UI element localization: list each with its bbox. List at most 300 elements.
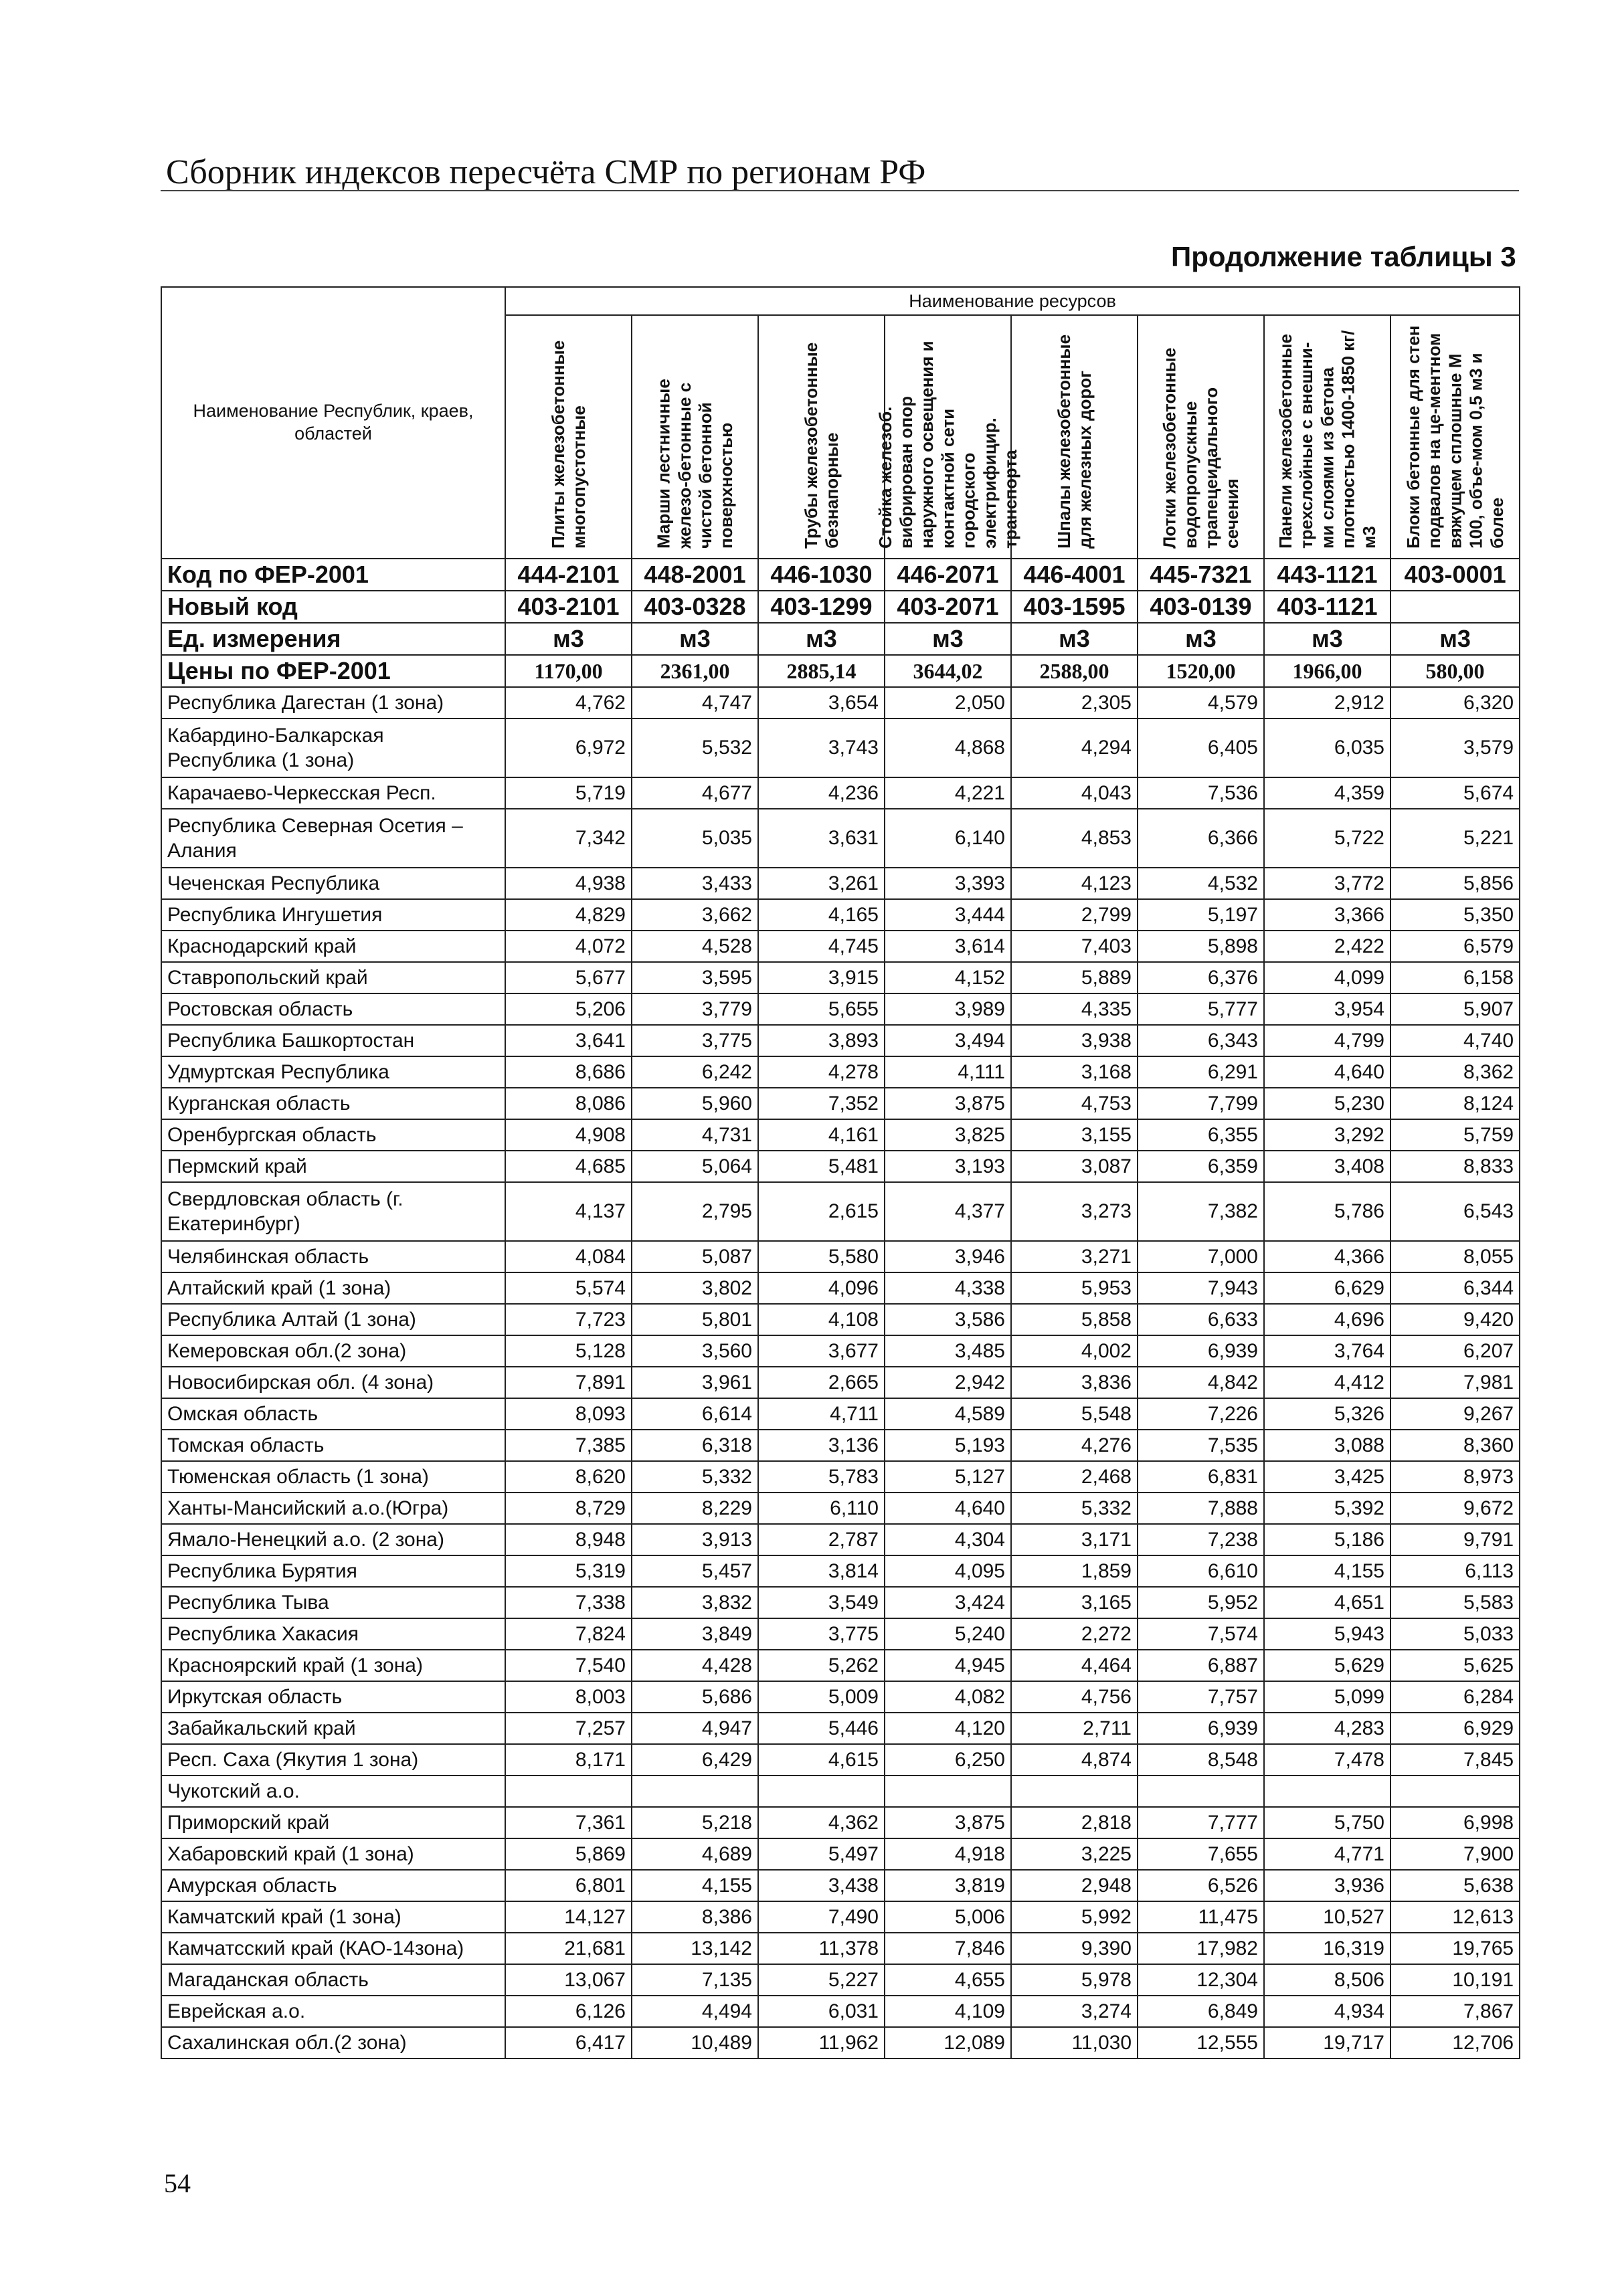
index-value: 7,342 [505, 809, 632, 868]
index-value: 8,948 [505, 1524, 632, 1555]
index-value: 3,438 [758, 1870, 885, 1901]
region-name: Респ. Саха (Якутия 1 зона) [161, 1744, 505, 1776]
index-value: 6,250 [885, 1744, 1011, 1776]
column-header [1138, 315, 1264, 559]
table-row [161, 1025, 1520, 1056]
index-value: 5,326 [1264, 1398, 1390, 1430]
index-value: 5,099 [1264, 1681, 1390, 1713]
column-header-label: Марши лестничные железо-бетонные с чистой бетонной поверхностью [653, 379, 736, 549]
index-value: 3,171 [1011, 1524, 1138, 1555]
meta-value: 3644,02 [885, 655, 1011, 687]
index-value: 4,099 [1264, 962, 1390, 993]
meta-label: Ед. измерения [161, 623, 505, 655]
index-value [505, 1776, 632, 1807]
meta-value: 445-7321 [1138, 559, 1264, 591]
index-value: 4,842 [1138, 1367, 1264, 1398]
index-value: 5,087 [632, 1241, 758, 1272]
table-row [161, 809, 1520, 868]
meta-label: Новый код [161, 591, 505, 623]
index-value: 7,574 [1138, 1618, 1264, 1650]
region-name: Кабардино-Балкарская Республика (1 зона) [161, 719, 505, 777]
index-value: 4,109 [885, 1996, 1011, 2027]
index-value: 5,674 [1390, 777, 1520, 809]
index-value: 12,304 [1138, 1964, 1264, 1996]
region-name: Свердловская область (г. Екатеринбург) [161, 1182, 505, 1241]
index-value: 3,875 [885, 1088, 1011, 1119]
index-value: 5,686 [632, 1681, 758, 1713]
table-continuation-label: Продолжение таблицы 3 [1171, 241, 1516, 272]
index-value: 5,064 [632, 1151, 758, 1182]
index-value: 3,292 [1264, 1119, 1390, 1151]
region-name: Ханты-Мансийский а.о.(Югра) [161, 1493, 505, 1524]
meta-value: 446-2071 [885, 559, 1011, 591]
index-value: 3,494 [885, 1025, 1011, 1056]
index-value: 7,540 [505, 1650, 632, 1681]
index-value: 3,825 [885, 1119, 1011, 1151]
index-value: 6,320 [1390, 687, 1520, 719]
region-name: Республика Тыва [161, 1587, 505, 1618]
index-value: 6,113 [1390, 1555, 1520, 1587]
index-value: 7,226 [1138, 1398, 1264, 1430]
meta-value: 580,00 [1390, 655, 1520, 687]
unit-row [161, 623, 1520, 655]
index-value: 5,759 [1390, 1119, 1520, 1151]
index-value: 4,377 [885, 1182, 1011, 1241]
index-value: 3,433 [632, 868, 758, 899]
index-value: 5,446 [758, 1713, 885, 1744]
index-value: 3,913 [632, 1524, 758, 1555]
index-value: 4,589 [885, 1398, 1011, 1430]
index-value: 4,111 [885, 1056, 1011, 1088]
index-value: 8,086 [505, 1088, 632, 1119]
index-value: 6,035 [1264, 719, 1390, 777]
index-value: 6,998 [1390, 1807, 1520, 1838]
table-row [161, 1151, 1520, 1182]
index-value: 4,740 [1390, 1025, 1520, 1056]
index-value: 5,992 [1011, 1901, 1138, 1933]
index-value: 6,376 [1138, 962, 1264, 993]
index-value: 4,908 [505, 1119, 632, 1151]
index-value: 5,786 [1264, 1182, 1390, 1241]
meta-value: м3 [505, 623, 632, 655]
table-row [161, 1681, 1520, 1713]
index-value: 4,108 [758, 1304, 885, 1335]
index-value: 4,095 [885, 1555, 1011, 1587]
index-value: 4,283 [1264, 1713, 1390, 1744]
index-value: 6,291 [1138, 1056, 1264, 1088]
table-row [161, 1056, 1520, 1088]
index-value: 5,392 [1264, 1493, 1390, 1524]
index-value: 11,378 [758, 1933, 885, 1964]
column-header-label: Лотки железобетонные водопропускные трапецеидального сечения [1159, 347, 1242, 549]
index-value: 7,799 [1138, 1088, 1264, 1119]
meta-value: 2588,00 [1011, 655, 1138, 687]
region-name: Карачаево-Черкесская Респ. [161, 777, 505, 809]
table-row [161, 1182, 1520, 1241]
index-value: 4,278 [758, 1056, 885, 1088]
index-value: 8,686 [505, 1056, 632, 1088]
index-value: 7,490 [758, 1901, 885, 1933]
index-value: 12,089 [885, 2027, 1011, 2059]
index-value [885, 1776, 1011, 1807]
column-header-label: Трубы железобетонные безнапорные [800, 342, 842, 549]
index-value: 7,352 [758, 1088, 885, 1119]
index-value: 4,874 [1011, 1744, 1138, 1776]
index-value: 6,355 [1138, 1119, 1264, 1151]
index-value: 3,595 [632, 962, 758, 993]
index-value: 7,757 [1138, 1681, 1264, 1713]
index-value: 6,929 [1390, 1713, 1520, 1744]
index-value: 5,750 [1264, 1807, 1390, 1838]
index-value: 5,889 [1011, 962, 1138, 993]
index-value: 6,543 [1390, 1182, 1520, 1241]
index-value: 3,366 [1264, 899, 1390, 931]
index-value: 6,887 [1138, 1650, 1264, 1681]
index-value: 8,360 [1390, 1430, 1520, 1461]
index-value: 12,555 [1138, 2027, 1264, 2059]
index-value: 4,640 [1264, 1056, 1390, 1088]
region-name: Кемеровская обл.(2 зона) [161, 1335, 505, 1367]
index-value: 4,745 [758, 931, 885, 962]
page-header-title: Сборник индексов пересчёта СМР по регионам РФ [166, 153, 926, 191]
index-value: 6,359 [1138, 1151, 1264, 1182]
region-name: Иркутская область [161, 1681, 505, 1713]
index-value: 5,625 [1390, 1650, 1520, 1681]
region-name: Магаданская область [161, 1964, 505, 1996]
index-value: 2,615 [758, 1182, 885, 1241]
index-value [758, 1776, 885, 1807]
meta-value: м3 [1011, 623, 1138, 655]
meta-value: 443-1121 [1264, 559, 1390, 591]
index-value: 3,779 [632, 993, 758, 1025]
index-value: 4,161 [758, 1119, 885, 1151]
new-code-row [161, 591, 1520, 623]
table-row [161, 1493, 1520, 1524]
index-value: 7,888 [1138, 1493, 1264, 1524]
table-row [161, 1367, 1520, 1398]
index-value: 3,875 [885, 1807, 1011, 1838]
index-value: 4,934 [1264, 1996, 1390, 2027]
index-value: 3,586 [885, 1304, 1011, 1335]
index-value: 5,033 [1390, 1618, 1520, 1650]
index-value: 3,954 [1264, 993, 1390, 1025]
index-value: 3,273 [1011, 1182, 1138, 1241]
column-header [632, 315, 758, 559]
index-value: 5,638 [1390, 1870, 1520, 1901]
index-value: 3,832 [632, 1587, 758, 1618]
index-value: 8,973 [1390, 1461, 1520, 1493]
meta-label: Код по ФЕР-2001 [161, 559, 505, 591]
region-name: Сахалинская обл.(2 зона) [161, 2027, 505, 2059]
index-value: 4,362 [758, 1807, 885, 1838]
index-value: 5,943 [1264, 1618, 1390, 1650]
region-name: Чукотский а.о. [161, 1776, 505, 1807]
region-name: Омская область [161, 1398, 505, 1430]
index-value: 2,795 [632, 1182, 758, 1241]
index-value: 7,943 [1138, 1272, 1264, 1304]
meta-value: 403-0139 [1138, 591, 1264, 623]
index-value: 3,165 [1011, 1587, 1138, 1618]
index-value: 17,982 [1138, 1933, 1264, 1964]
index-value: 6,579 [1390, 931, 1520, 962]
index-value: 12,613 [1390, 1901, 1520, 1933]
index-value: 19,765 [1390, 1933, 1520, 1964]
table-row [161, 1838, 1520, 1870]
index-value: 5,532 [632, 719, 758, 777]
column-header [1264, 315, 1390, 559]
index-value: 3,549 [758, 1587, 885, 1618]
region-name: Республика Алтай (1 зона) [161, 1304, 505, 1335]
table-row [161, 993, 1520, 1025]
index-value: 5,197 [1138, 899, 1264, 931]
index-value: 4,155 [632, 1870, 758, 1901]
index-value: 3,579 [1390, 719, 1520, 777]
column-header [875, 315, 1020, 559]
index-value: 2,942 [885, 1367, 1011, 1398]
index-value: 5,240 [885, 1618, 1011, 1650]
index-value: 4,655 [885, 1964, 1011, 1996]
index-value: 21,681 [505, 1933, 632, 1964]
index-value: 5,907 [1390, 993, 1520, 1025]
meta-value: 444-2101 [505, 559, 632, 591]
index-value: 12,706 [1390, 2027, 1520, 2059]
index-value: 4,072 [505, 931, 632, 962]
index-value: 19,717 [1264, 2027, 1390, 2059]
index-value: 3,775 [632, 1025, 758, 1056]
index-value: 6,126 [505, 1996, 632, 2027]
index-value: 3,662 [632, 899, 758, 931]
index-value: 4,338 [885, 1272, 1011, 1304]
index-value: 6,405 [1138, 719, 1264, 777]
column-header [505, 315, 632, 559]
table-body [161, 559, 1520, 2059]
index-value: 5,193 [885, 1430, 1011, 1461]
index-value: 5,006 [885, 1901, 1011, 1933]
column-header-label: Блоки бетонные для стен подвалов на це-ментном вяжущем сплошные М 100, объе-мом 0,5 м3 и более [1403, 325, 1507, 549]
index-value: 5,719 [505, 777, 632, 809]
table-row [161, 1807, 1520, 1838]
index-value: 6,242 [632, 1056, 758, 1088]
region-name: Республика Хакасия [161, 1618, 505, 1650]
index-value: 4,753 [1011, 1088, 1138, 1119]
meta-value: м3 [1138, 623, 1264, 655]
index-value: 6,031 [758, 1996, 885, 2027]
index-value: 14,127 [505, 1901, 632, 1933]
index-value: 6,801 [505, 1870, 632, 1901]
index-value: 4,762 [505, 687, 632, 719]
table-row [161, 1461, 1520, 1493]
index-value: 7,900 [1390, 1838, 1520, 1870]
table-row [161, 1241, 1520, 1272]
index-value: 3,915 [758, 962, 885, 993]
region-name: Забайкальский край [161, 1713, 505, 1744]
index-value: 4,137 [505, 1182, 632, 1241]
index-value: 4,304 [885, 1524, 1011, 1555]
table-row [161, 1901, 1520, 1933]
index-value: 5,777 [1138, 993, 1264, 1025]
index-value: 5,457 [632, 1555, 758, 1587]
regional-index-table [161, 286, 1520, 2059]
index-value: 3,961 [632, 1367, 758, 1398]
index-value: 8,093 [505, 1398, 632, 1430]
index-value: 3,136 [758, 1430, 885, 1461]
region-name: Ростовская область [161, 993, 505, 1025]
index-value: 5,332 [632, 1461, 758, 1493]
table-row [161, 1618, 1520, 1650]
column-header-label: Панели железобетонные трехслойные с внешни-ми слоями из бетона плотностью 1400-1850 кг/м3 [1275, 330, 1379, 549]
index-value: 6,110 [758, 1493, 885, 1524]
region-name: Пермский край [161, 1151, 505, 1182]
table-row [161, 931, 1520, 962]
region-name: Челябинская область [161, 1241, 505, 1272]
index-value: 4,711 [758, 1398, 885, 1430]
index-value: 3,946 [885, 1241, 1011, 1272]
index-value: 6,140 [885, 809, 1011, 868]
region-name: Приморский край [161, 1807, 505, 1838]
column-header-label: Плиты железобетонные многопустотные [547, 340, 589, 549]
index-value: 3,631 [758, 809, 885, 868]
index-value: 4,428 [632, 1650, 758, 1681]
index-value: 4,579 [1138, 687, 1264, 719]
index-value: 3,743 [758, 719, 885, 777]
index-value: 2,305 [1011, 687, 1138, 719]
index-value: 7,536 [1138, 777, 1264, 809]
meta-value: 1170,00 [505, 655, 632, 687]
index-value: 8,229 [632, 1493, 758, 1524]
region-name: Хабаровский край (1 зона) [161, 1838, 505, 1870]
meta-value: 2361,00 [632, 655, 758, 687]
index-value: 2,711 [1011, 1713, 1138, 1744]
index-value: 7,845 [1390, 1744, 1520, 1776]
table-row [161, 1744, 1520, 1776]
index-value: 5,722 [1264, 809, 1390, 868]
index-value: 9,791 [1390, 1524, 1520, 1555]
region-name: Камчатсский край (КАО-14зона) [161, 1933, 505, 1964]
index-value: 4,152 [885, 962, 1011, 993]
table-row [161, 2027, 1520, 2059]
index-value: 7,135 [632, 1964, 758, 1996]
index-value: 3,814 [758, 1555, 885, 1587]
index-value: 7,777 [1138, 1807, 1264, 1838]
index-value: 2,818 [1011, 1807, 1138, 1838]
index-value: 4,464 [1011, 1650, 1138, 1681]
index-value: 7,403 [1011, 931, 1138, 962]
table-row [161, 1587, 1520, 1618]
region-name: Республика Башкортостан [161, 1025, 505, 1056]
table-row [161, 1933, 1520, 1964]
index-value: 6,939 [1138, 1335, 1264, 1367]
table-row [161, 1335, 1520, 1367]
column-header-label: Шпалы железобетонные для железных дорог [1053, 334, 1095, 549]
meta-value: 403-1299 [758, 591, 885, 623]
index-value: 9,420 [1390, 1304, 1520, 1335]
index-value: 4,335 [1011, 993, 1138, 1025]
index-value: 11,475 [1138, 1901, 1264, 1933]
index-value: 2,665 [758, 1367, 885, 1398]
index-value: 13,067 [505, 1964, 632, 1996]
index-value: 11,962 [758, 2027, 885, 2059]
index-value: 5,481 [758, 1151, 885, 1182]
index-value: 9,390 [1011, 1933, 1138, 1964]
index-value: 4,685 [505, 1151, 632, 1182]
meta-value: 403-1121 [1264, 591, 1390, 623]
index-value: 3,393 [885, 868, 1011, 899]
index-value: 4,689 [632, 1838, 758, 1870]
region-name: Оренбургская область [161, 1119, 505, 1151]
index-value: 5,497 [758, 1838, 885, 1870]
meta-value: м3 [758, 623, 885, 655]
index-value: 4,359 [1264, 777, 1390, 809]
region-name: Республика Ингушетия [161, 899, 505, 931]
index-value: 5,206 [505, 993, 632, 1025]
index-value: 3,849 [632, 1618, 758, 1650]
index-value: 6,629 [1264, 1272, 1390, 1304]
index-value: 7,338 [505, 1587, 632, 1618]
index-value: 5,574 [505, 1272, 632, 1304]
index-value: 6,284 [1390, 1681, 1520, 1713]
index-value: 3,893 [758, 1025, 885, 1056]
index-value: 1,859 [1011, 1555, 1138, 1587]
index-value: 6,429 [632, 1744, 758, 1776]
table-row [161, 1713, 1520, 1744]
meta-value: 1966,00 [1264, 655, 1390, 687]
meta-value: 1520,00 [1138, 655, 1264, 687]
index-value: 3,088 [1264, 1430, 1390, 1461]
meta-value: м3 [1264, 623, 1390, 655]
page-number: 54 [164, 2168, 191, 2198]
index-value: 5,869 [505, 1838, 632, 1870]
table-row [161, 1398, 1520, 1430]
index-value: 2,272 [1011, 1618, 1138, 1650]
table-row [161, 962, 1520, 993]
index-value: 7,846 [885, 1933, 1011, 1964]
index-value: 4,938 [505, 868, 632, 899]
index-value: 6,526 [1138, 1870, 1264, 1901]
index-value: 8,124 [1390, 1088, 1520, 1119]
index-value: 4,236 [758, 777, 885, 809]
table-row [161, 868, 1520, 899]
index-value: 5,978 [1011, 1964, 1138, 1996]
index-value: 3,938 [1011, 1025, 1138, 1056]
table-row [161, 1555, 1520, 1587]
index-value: 5,858 [1011, 1304, 1138, 1335]
index-value: 4,918 [885, 1838, 1011, 1870]
meta-value: 403-2071 [885, 591, 1011, 623]
region-name: Камчатский край (1 зона) [161, 1901, 505, 1933]
index-value: 5,262 [758, 1650, 885, 1681]
index-value: 4,677 [632, 777, 758, 809]
index-value: 4,532 [1138, 868, 1264, 899]
region-name: Ставропольский край [161, 962, 505, 993]
index-value [632, 1776, 758, 1807]
region-name: Краснодарский край [161, 931, 505, 962]
index-value [1138, 1776, 1264, 1807]
index-value: 6,318 [632, 1430, 758, 1461]
index-value: 4,412 [1264, 1367, 1390, 1398]
index-value: 4,002 [1011, 1335, 1138, 1367]
index-value: 2,468 [1011, 1461, 1138, 1493]
meta-value: 448-2001 [632, 559, 758, 591]
index-value [1390, 1776, 1520, 1807]
index-value: 8,171 [505, 1744, 632, 1776]
region-name: Тюменская область (1 зона) [161, 1461, 505, 1493]
meta-value: м3 [885, 623, 1011, 655]
meta-value: 403-0001 [1390, 559, 1520, 591]
meta-value: 446-4001 [1011, 559, 1138, 591]
index-value: 7,478 [1264, 1744, 1390, 1776]
meta-value: м3 [632, 623, 758, 655]
index-value: 4,799 [1264, 1025, 1390, 1056]
